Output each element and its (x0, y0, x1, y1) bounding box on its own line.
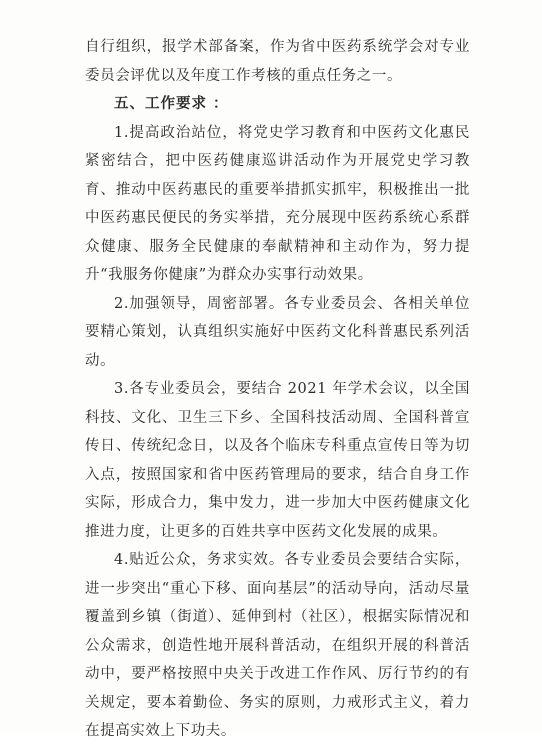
section-heading: 五、工作要求 ： (114, 96, 229, 112)
paragraph-item-3: 3.各专业委员会，要结合 2021 年学术会议，以全国科技、文化、卫生三下乡、全国科技活动周、全国科普宣传日、传统纪念日，以及各个临床专科重点宣传日等为切入点，按照国家和省中医药管理局的要求，结合自身工作实际，形成合力，集中发力，进一步加大中医药健康文化推进力度，让更多的百姓共享中医药文化发展的成果。 (85, 381, 470, 540)
paragraph-item-4: 4.贴近公众，务求实效。各专业委员会要结合实际，进一步突出“重心下移、面向基层”的活动导向，活动尽量覆盖到乡镇（街道）、延伸到村（社区），根据实际情况和公众需求，创造性地开展科普活动，在组织开展的科普活动中，要严格按照中央关于改进工作作风、厉行节约的有关规定，要本着勤俭、务实的原则，力戒形式主义，着力在提高实效上下功夫。 (85, 552, 470, 739)
document-body (85, 33, 470, 746)
paragraph-item-1: 1.提高政治站位，将党史学习教育和中医药文化惠民紧密结合，把中医药健康巡讲活动作为开展党史学习教育、推动中医药惠民的重要举措抓实抓牢，积极推出一批中医药惠民便民的务实举措，充分展现中医药系统心系群众健康、服务全民健康的奉献精神和主动作为，努力提升“我服务你健康”为群众办实事行动效果。 (85, 124, 470, 283)
paragraph-item-2: 2.加强领导，周密部署。各专业委员会、各相关单位要精心策划，认真组织实施好中医药文化科普惠民系列活动。 (85, 295, 470, 369)
paragraph-continuation: 自行组织，报学术部备案，作为省中医药系统学会对专业委员会评优以及年度工作考核的重点任务之一。 (85, 39, 470, 84)
